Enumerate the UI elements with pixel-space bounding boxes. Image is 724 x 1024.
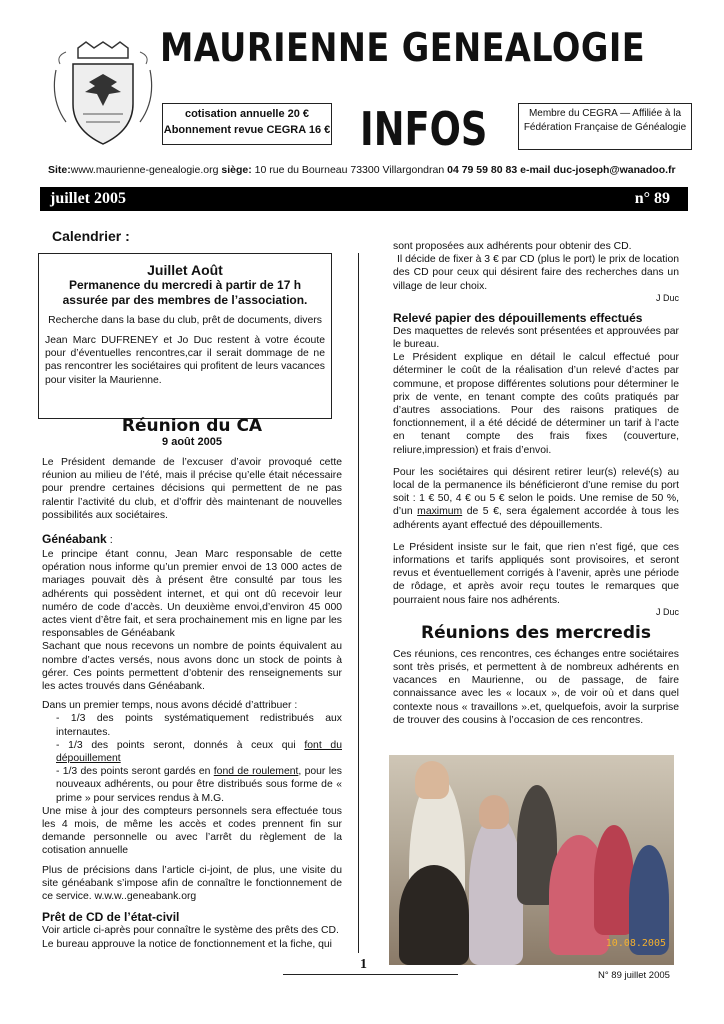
abonnement-line: Abonnement revue CEGRA 16 € <box>163 124 331 136</box>
points-bullet-3 <box>42 765 342 805</box>
geneabank-colon: : <box>106 534 113 547</box>
person-figure <box>415 761 449 799</box>
right-paragraph-1: sont proposées aux adhérents pour obtenir des CD. <box>393 241 632 252</box>
right-paragraph-6: Le Président insiste sur le fait, que rien n’est figé, que ces informations et tarifs appliqués sont provisoires, et seront revus et éventuellement corrigés à l’avenir, après une période de rôdage, et après avoir reçu toutes le remarques que pourraient nous faire nos adhérents. <box>393 541 679 606</box>
right-paragraph-5 <box>393 466 679 532</box>
cegra-box <box>518 103 692 150</box>
person-figure <box>479 795 509 829</box>
coat-of-arms-logo <box>48 40 158 152</box>
releve-heading: Relevé papier des dépouillements effectués <box>393 310 643 325</box>
points-bullet-1: - 1/3 des points systématiquement redistribués aux internautes. <box>56 713 342 738</box>
date-issue-bar <box>40 187 688 211</box>
right-paragraph-4: Le Président explique en détail le calcul effectué pour déterminer le coût de la réalisation d’un relevé d’actes par commune, et propose différentes solutions pour déterminer le prix de vente, en tenant compte des coûts pratiqués par d’autres associations. Pour des raisons pratiques de fonctionnement, il a été décidé de déterminer un tarif à l’acte en tenant compte des frais fixes (couverture, reliure,impression) et frais d’envoi. <box>393 352 679 456</box>
bullet-3-text: - 1/3 des points seront gardés en <box>56 766 214 778</box>
bullet-2-text: - 1/3 des points seront, donnés à ceux qui <box>56 739 305 751</box>
photo-date-stamp: 10.08.2005 <box>605 938 666 949</box>
contact-line <box>48 164 712 176</box>
cd-loan-heading: Prêt de CD de l’état-civil <box>42 910 180 925</box>
left-column <box>42 416 342 951</box>
ca-paragraph-1: Le Président demande de l’excuser d’avoir provoqué cette réunion au milieu de l’été, mais il précise qu’elle était nécessaire pour prendre certaines décisions qui permettent de ne pas ralentir l’activité du club, et d’offrir dès maintenant de nouvelles possibilités aux sociétaires. <box>42 457 342 521</box>
box-subtitle-2: assurée par des membres de l’association. <box>62 293 308 307</box>
cegra-line-2: Fédération Française de Généalogie <box>523 122 687 133</box>
ca-paragraph-3: Sachant que nous recevons un nombre de points équivalent au nombre d’actes versés, nous avons donc un stock de points à gérer. Ces points permettent d’obtenir des renseignements sur les actes trouvés dans Généabank. <box>42 641 342 693</box>
group-photo <box>389 755 674 965</box>
right-paragraph-3: Des maquettes de relevés sont présentées et approuvées par le bureau. <box>393 325 679 351</box>
footer-issue: N° 89 juillet 2005 <box>598 970 670 981</box>
cotisation-line: cotisation annuelle 20 € <box>184 108 310 120</box>
person-figure <box>594 825 634 935</box>
points-bullet-2 <box>42 739 342 765</box>
r5-rest: de 5 €, sera également accordée à tous les adhérents ayant effectué des dépouillements. <box>393 506 679 531</box>
infos-title: INFOS <box>360 102 488 156</box>
bullet-3-underlined: fond de roulement <box>213 766 299 778</box>
siege-address: 10 rue du Bourneau 73300 Villargondran <box>254 164 445 176</box>
column-divider <box>358 253 359 953</box>
right-paragraph-7: Ces réunions, ces rencontres, ces échanges entre sociétaires sont très prisés, et permettent à de nombreux adhérents en vacances en Maurienne, ou de passage, de faire connaissance avec les « locaux », de voir où et dans quel contexte nous « travaillons ».et, quelquefois, avoir la surprise de trouver des cousins à l’occasion de ces rencontres. <box>393 648 679 726</box>
ca-paragraph-5: Une mise à jour des compteurs personnels sera effectuée tous les 4 mois, de même les accès et codes prennent fin sur demande personnelle ou avec l’arrêt du règlement de la cotisation annuelle <box>42 805 342 857</box>
box-activities: Recherche dans la base du club, prêt de documents, divers <box>48 315 322 326</box>
page-number: 1 <box>360 957 367 972</box>
box-title: Juillet Août <box>147 262 223 278</box>
bullet-3-rest: , pour les nouveaux adhérents, ou pour être distribués sous forme de « prime » pour services rendus à M.G. <box>56 766 342 804</box>
ca-title: Réunion du CA <box>121 416 263 436</box>
r5-text: Pour les sociétaires qui désirent retirer leur(s) relevé(s) au local de la permanence ils bénéficieront d’une remise du port soit : 1 € 50, 4 € ou 5 € selon le poids. Une remise de 50 %, d’un <box>393 466 679 518</box>
site-label: Site: <box>48 164 71 176</box>
masthead-title: MAURIENNE GENEALOGIE <box>160 26 646 71</box>
mercredis-title: Réunions des mercredis <box>421 622 651 643</box>
signature-2: J Duc <box>655 606 679 617</box>
ca-paragraph-4: Dans un premier temps, nous avons décidé d’attribuer : <box>42 700 298 712</box>
issue-number: n° 89 <box>634 190 670 207</box>
issue-date: juillet 2005 <box>50 190 126 207</box>
ca-date: 9 août 2005 <box>162 436 222 448</box>
summer-schedule-box <box>38 253 332 419</box>
siege-label: siège: <box>221 164 252 176</box>
email-label: e-mail <box>520 164 551 176</box>
calendrier-heading: Calendrier : <box>52 228 130 244</box>
r5-underlined: maximum <box>417 506 463 518</box>
ca-paragraph-6: Plus de précisions dans l’article ci-joint, de plus, une visite du site généabank s’impose afin de connaître le fonctionnement de ce service. w.w.w..geneabank.org <box>42 864 342 903</box>
phone-number: 04 79 59 80 83 <box>447 164 518 176</box>
ca-paragraph-2: Le principe étant connu, Jean Marc responsable de cette opération nous informe qu’un premier envoi de 13 000 actes de mariages pouvait dès à présent être consulté par tous les adhérents qui possèdent internet, et qui ont dû recevoir leur numéro de code d’accès. Un deuxième envoi,d’environ 45 000 actes vient d’être fait, et sera prochainement mis en ligne par les responsables de Généabank <box>42 549 342 640</box>
box-subtitle-1: Permanence du mercredi à partir de 17 h <box>68 278 302 292</box>
geneabank-heading: Généabank <box>42 532 107 547</box>
box-paragraph: Jean Marc DUFRENEY et Jo Duc restent à votre écoute pour d’éventuelles rencontres,car il serait dommage de ne pas rencontrer les sociétaires qui profitent de leurs vacances pour visiter la Maurienne. <box>45 335 325 386</box>
person-figure <box>469 815 523 965</box>
signature-1: J Duc <box>655 292 679 303</box>
ca-paragraph-8: Le bureau approuve la notice de fonctionnement et la fiche, qui <box>42 938 332 950</box>
right-column <box>393 240 679 727</box>
membership-fees-box <box>162 103 332 145</box>
right-paragraph-2: Il décide de fixer à 3 € par CD (plus le port) le prix de location des CD pour ceux qui désirent faire des recherches dans un village de leur choix. <box>393 254 679 292</box>
site-url[interactable]: www.maurienne-genealogie.org <box>70 164 219 176</box>
bullet-2-underlined: font du dépouillement <box>56 739 342 765</box>
person-figure <box>399 865 469 965</box>
footer-rule <box>283 974 458 975</box>
cegra-line-1: Membre du CEGRA — Affiliée à la <box>528 108 682 119</box>
ca-paragraph-7: Voir article ci-après pour connaître le système des prêts des CD. <box>42 925 339 937</box>
email-address[interactable]: duc-joseph@wanadoo.fr <box>553 164 676 176</box>
